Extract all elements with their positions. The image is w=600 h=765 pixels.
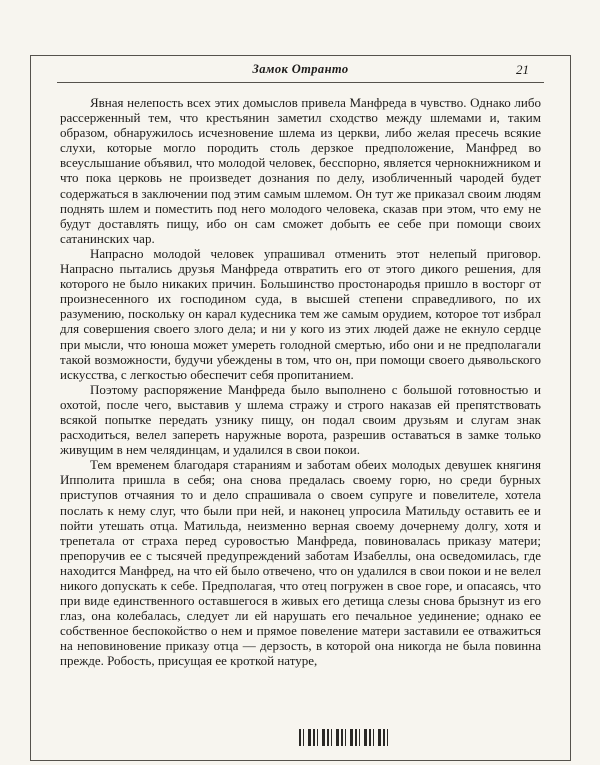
barcode-artifact — [299, 729, 389, 746]
page-number: 21 — [516, 62, 529, 77]
header-rule — [57, 82, 544, 83]
running-header-title: Замок Отранто — [252, 62, 349, 76]
body-text — [60, 95, 541, 669]
page-frame — [30, 55, 571, 761]
running-header — [60, 62, 541, 78]
paragraph: Поэтому распоряжение Манфреда было выполнено с большой готовностью и охотой, после чего, выставив у шлема стражу и строго наказав ей препятствовать всякой попытке передать узнику пищу, он подал своим друзьям и слугам знак расходиться, велел запереть наружные ворота, разрешив оставаться в замке только живущим в нем челядинцам, и удалился в свои покои. — [60, 381, 541, 458]
paragraph: Напрасно молодой человек упрашивал отменить этот нелепый приговор. Напрасно пытались друзья Манфреда отвратить его от этого дикого решения, для которого не было никаких причин. Большинство простонародья пришло в восторг от произнесенного их господином суда, в высшей степени справедливого, по их разумению, поскольку он карал кудесника тем же самым орудием, которое тот избрал для совершения своего злого дела; и ни у кого из этих людей даже не екнуло сердце при мысли, что юноша может умереть голодной смертью, ибо они и не предполагали такой возможности, будучи убеждены в том, что он, при помощи своего дьявольского искусства, с легкостью обеспечит себя пропитанием. — [60, 245, 541, 382]
paragraph: Тем временем благодаря стараниям и заботам обеих молодых девушек княгиня Ипполита пришла в себя; она снова предалась своему горю, но среди бурных приступов отчаяния то и дело спрашивала о своем супруге и повелителе, хотела послать к нему слуг, что были при ней, и наконец упросила Матильду оставить ее и пойти утешать отца. Матильда, неизменно верная своему дочернему долгу, хотя и трепетала от страха перед суровостью Манфреда, повиновалась приказу матери; препоручив ее с тысячей предупреждений заботам Изабеллы, она осведомилась, где находится Манфред, на что ей было отвечено, что он удалился в свои покои и не велел никого допускать к себе. Предполагая, что отец погружен в свое горе, и опасаясь, что при виде единственного оставшегося в живых его детища слезы снова брызнут из его глаз, она колебалась, следует ли ей нарушать его печальное уединение; однако ее собственное беспокойство о нем и прямое повеление матери заставили ее отважиться на неповиновение приказу отца — дерзость, в которой она никогда не была повинна прежде. Робость, присущая ее кроткой натуре, — [60, 457, 541, 669]
paragraph: Явная нелепость всех этих домыслов привела Манфреда в чувство. Однако либо рассерженный тем, что крестьянин заметил сходство между шлемами и, таким образом, обнаружилось исчезновение шлема из церкви, либо желая пресечь всякие слухи, которые могло породить столь дерзкое предположение, Манфред во всеуслышание объявил, что молодой человек, бесспорно, является чернокнижником и что пока церковь не произведет дознания по делу, изобличенный чародей будет содержаться в заключении под этим самым шлемом. Он тут же приказал своим людям поднять шлем и поместить под него молодого человека, сказав при этом, что ему не будут доставлять пищу, ибо он сам сможет добыть ее себе при помощи своих сатанинских чар. — [60, 95, 541, 246]
